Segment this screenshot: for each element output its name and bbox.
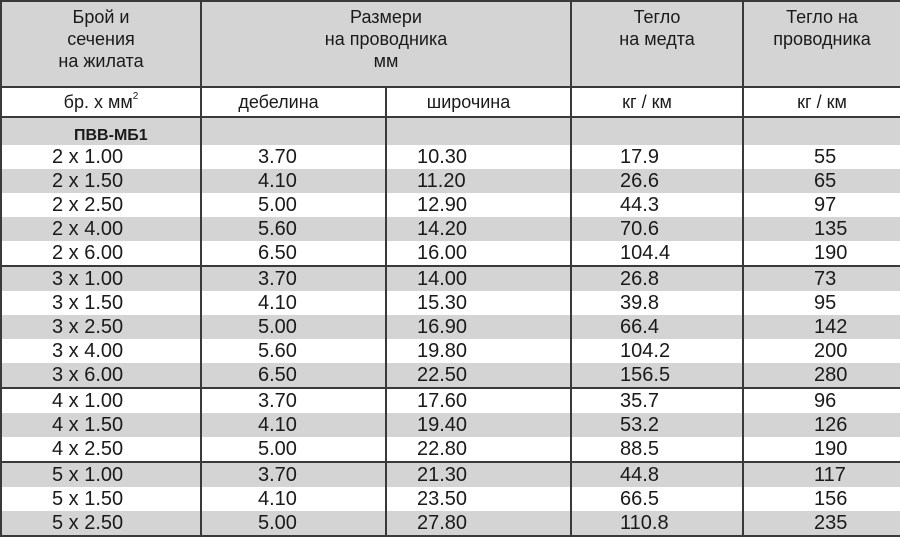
- cell-section: 5 x 1.00: [1, 462, 201, 487]
- cell-width: 21.30: [386, 462, 571, 487]
- cell-width: 16.00: [386, 241, 571, 266]
- cell-width: 14.20: [386, 217, 571, 241]
- cell-copper-weight: 44.3: [571, 193, 743, 217]
- cell-cable-weight: 135: [743, 217, 900, 241]
- table-row: [1, 266, 900, 291]
- cell-thickness: 6.50: [201, 241, 386, 266]
- cell-cable-weight: 96: [743, 388, 900, 413]
- cell-section: 2 x 6.00: [1, 241, 201, 266]
- unit-superscript: 2: [132, 90, 139, 102]
- cell-section: 4 x 1.50: [1, 413, 201, 437]
- cell-width: 10.30: [386, 145, 571, 169]
- cell-cable-weight: 126: [743, 413, 900, 437]
- cell-width: 22.80: [386, 437, 571, 462]
- unit-thickness: дебелина: [201, 87, 386, 117]
- cell-section: 3 x 4.00: [1, 339, 201, 363]
- cell-copper-weight: 66.5: [571, 487, 743, 511]
- cell-section: 2 x 2.50: [1, 193, 201, 217]
- cell-section: 3 x 1.50: [1, 291, 201, 315]
- table-row: [1, 388, 900, 413]
- cell-cable-weight: 65: [743, 169, 900, 193]
- table-row: [1, 145, 900, 169]
- cell-width: 19.40: [386, 413, 571, 437]
- table-row: [1, 363, 900, 388]
- cell-section: 2 x 4.00: [1, 217, 201, 241]
- cell-thickness: 5.00: [201, 193, 386, 217]
- group-label-row: [1, 117, 900, 145]
- header-row: [1, 1, 900, 87]
- cell-thickness: 6.50: [201, 363, 386, 388]
- table-row: [1, 511, 900, 536]
- group-label-empty: [386, 117, 571, 145]
- unit-cable-weight: кг / км: [743, 87, 900, 117]
- header-cores-section: Брой и сечения на жилата: [1, 1, 201, 87]
- cell-width: 17.60: [386, 388, 571, 413]
- cell-cable-weight: 55: [743, 145, 900, 169]
- cell-width: 15.30: [386, 291, 571, 315]
- cell-thickness: 3.70: [201, 388, 386, 413]
- cell-thickness: 4.10: [201, 169, 386, 193]
- cell-width: 16.90: [386, 315, 571, 339]
- table-row: [1, 169, 900, 193]
- cell-thickness: 5.60: [201, 339, 386, 363]
- cell-width: 14.00: [386, 266, 571, 291]
- table-row: [1, 339, 900, 363]
- table-row: [1, 291, 900, 315]
- cell-copper-weight: 70.6: [571, 217, 743, 241]
- cell-thickness: 5.00: [201, 437, 386, 462]
- cell-section: 3 x 6.00: [1, 363, 201, 388]
- cell-copper-weight: 17.9: [571, 145, 743, 169]
- cell-copper-weight: 156.5: [571, 363, 743, 388]
- table-row: [1, 413, 900, 437]
- cell-thickness: 4.10: [201, 413, 386, 437]
- group-label-empty: [201, 117, 386, 145]
- header-cable-weight: Тегло на проводника: [743, 1, 900, 87]
- table-row: [1, 217, 900, 241]
- units-row: [1, 87, 900, 117]
- unit-cores-section-text: бр. х мм: [63, 91, 133, 112]
- cell-thickness: 5.00: [201, 315, 386, 339]
- cell-copper-weight: 26.6: [571, 169, 743, 193]
- cell-copper-weight: 66.4: [571, 315, 743, 339]
- cell-section: 2 x 1.50: [1, 169, 201, 193]
- cell-thickness: 4.10: [201, 291, 386, 315]
- unit-copper-weight: кг / км: [571, 87, 743, 117]
- cell-copper-weight: 39.8: [571, 291, 743, 315]
- cell-thickness: 3.70: [201, 266, 386, 291]
- cell-section: 2 x 1.00: [1, 145, 201, 169]
- cell-section: 5 x 2.50: [1, 511, 201, 536]
- cell-copper-weight: 44.8: [571, 462, 743, 487]
- cell-cable-weight: 97: [743, 193, 900, 217]
- cell-thickness: 5.60: [201, 217, 386, 241]
- cell-thickness: 3.70: [201, 462, 386, 487]
- cell-cable-weight: 142: [743, 315, 900, 339]
- cell-copper-weight: 110.8: [571, 511, 743, 536]
- table-body: [1, 117, 900, 536]
- cell-thickness: 5.00: [201, 511, 386, 536]
- cell-copper-weight: 35.7: [571, 388, 743, 413]
- group-label-empty: [743, 117, 900, 145]
- unit-width: широчина: [386, 87, 571, 117]
- cell-width: 23.50: [386, 487, 571, 511]
- cell-cable-weight: 73: [743, 266, 900, 291]
- header-dimensions: Размери на проводника мм: [201, 1, 571, 87]
- header-copper-weight: Тегло на медта: [571, 1, 743, 87]
- cell-width: 12.90: [386, 193, 571, 217]
- table-row: [1, 241, 900, 266]
- cell-cable-weight: 280: [743, 363, 900, 388]
- table-row: [1, 315, 900, 339]
- cell-copper-weight: 26.8: [571, 266, 743, 291]
- cell-width: 19.80: [386, 339, 571, 363]
- cell-cable-weight: 156: [743, 487, 900, 511]
- table-row: [1, 437, 900, 462]
- cell-width: 11.20: [386, 169, 571, 193]
- cell-copper-weight: 104.2: [571, 339, 743, 363]
- cell-thickness: 3.70: [201, 145, 386, 169]
- unit-cores-section: [1, 87, 201, 117]
- cell-copper-weight: 53.2: [571, 413, 743, 437]
- table-row: [1, 462, 900, 487]
- group-label: ПВВ-МБ1: [1, 117, 201, 145]
- cell-width: 27.80: [386, 511, 571, 536]
- cell-cable-weight: 95: [743, 291, 900, 315]
- cell-section: 4 x 1.00: [1, 388, 201, 413]
- table-row: [1, 193, 900, 217]
- cell-copper-weight: 104.4: [571, 241, 743, 266]
- cell-cable-weight: 200: [743, 339, 900, 363]
- cell-cable-weight: 190: [743, 437, 900, 462]
- cell-width: 22.50: [386, 363, 571, 388]
- table-row: [1, 487, 900, 511]
- cell-section: 3 x 1.00: [1, 266, 201, 291]
- cell-cable-weight: 117: [743, 462, 900, 487]
- cell-section: 5 x 1.50: [1, 487, 201, 511]
- cell-cable-weight: 235: [743, 511, 900, 536]
- cell-section: 4 x 2.50: [1, 437, 201, 462]
- group-label-empty: [571, 117, 743, 145]
- cell-thickness: 4.10: [201, 487, 386, 511]
- cell-section: 3 x 2.50: [1, 315, 201, 339]
- cell-cable-weight: 190: [743, 241, 900, 266]
- cell-copper-weight: 88.5: [571, 437, 743, 462]
